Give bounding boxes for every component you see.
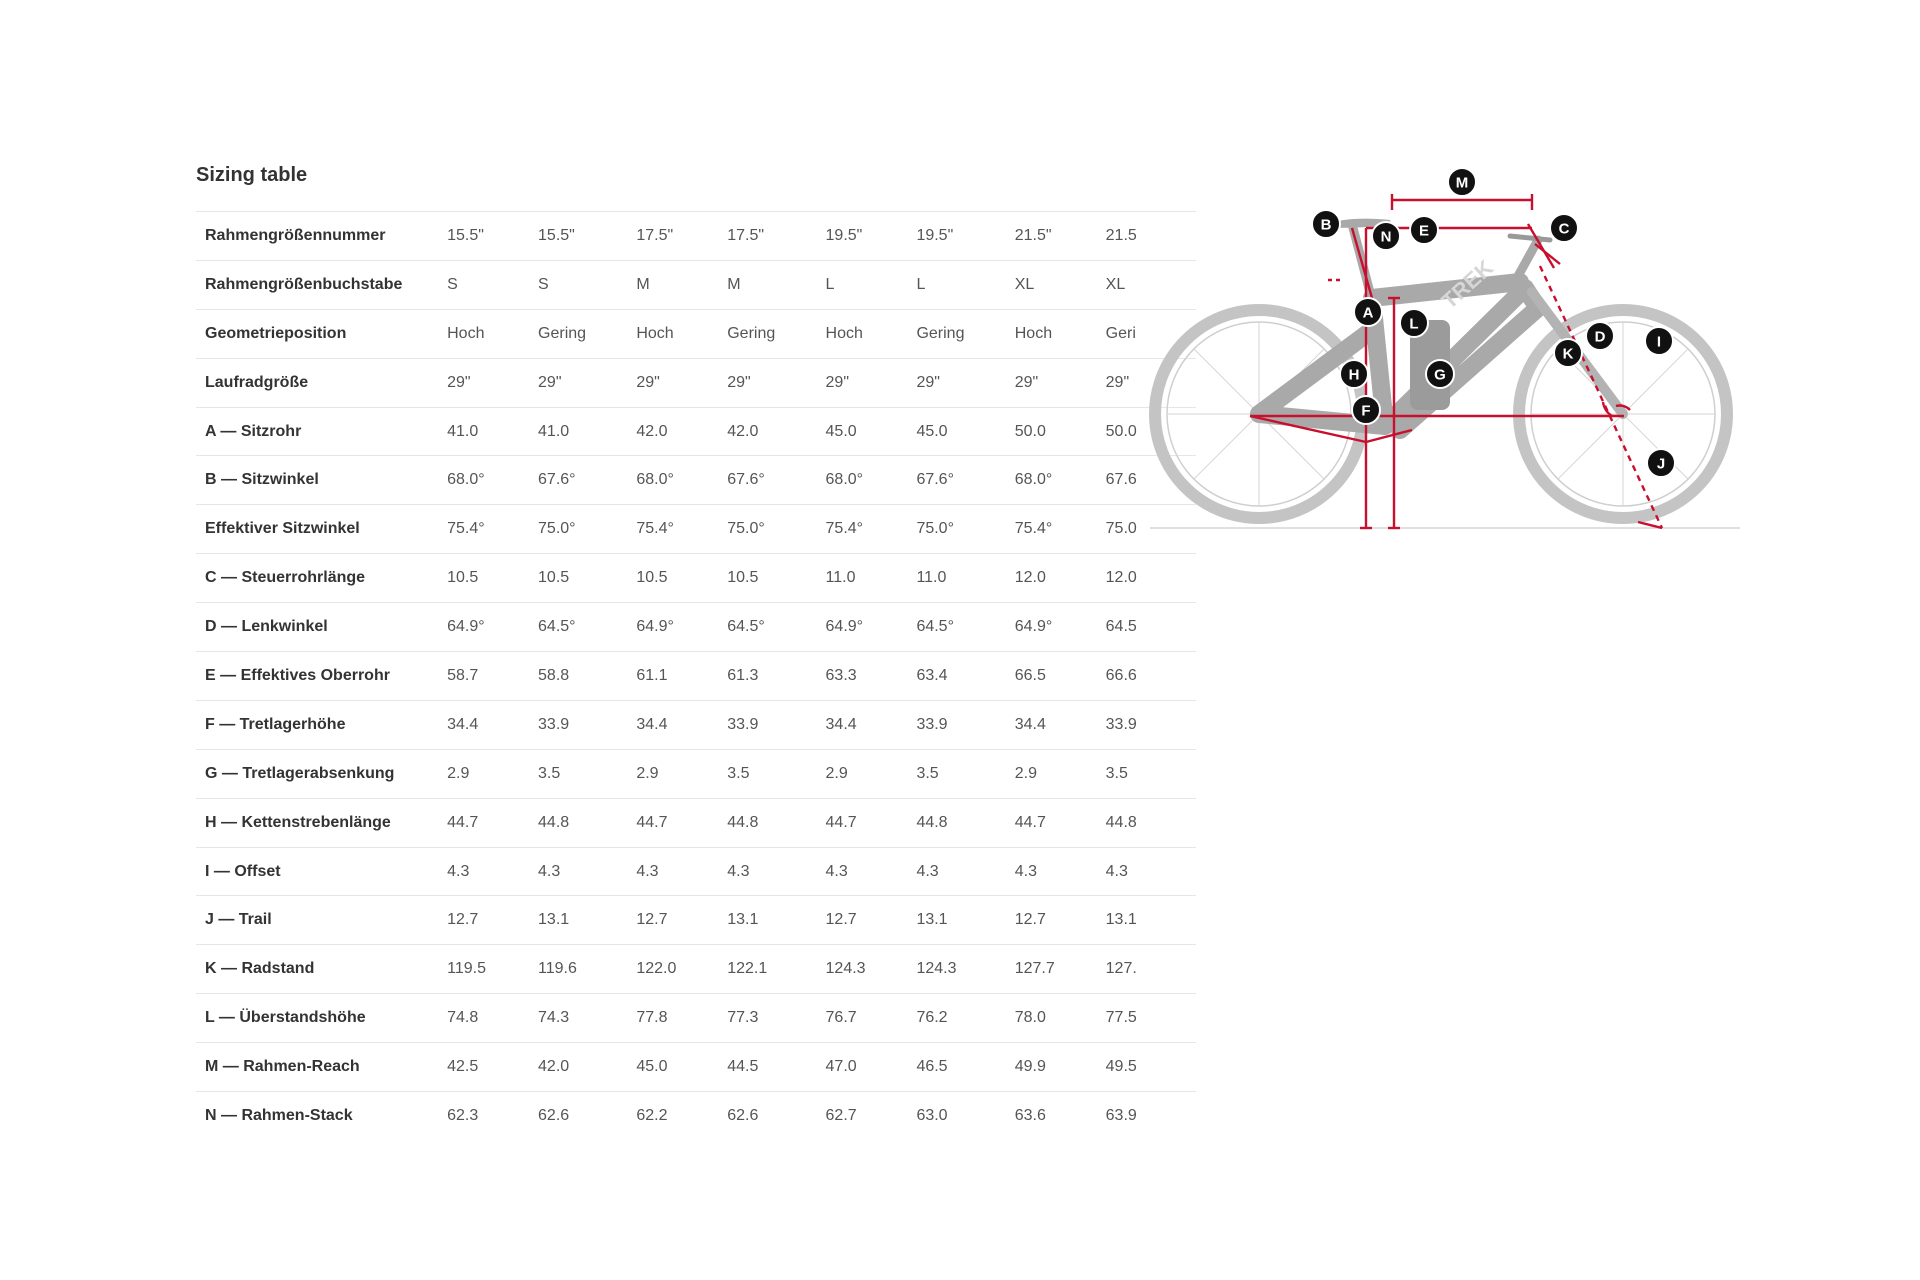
table-cell: Hoch bbox=[447, 324, 485, 342]
row-label: E — Effektives Oberrohr bbox=[205, 666, 390, 684]
marker-n bbox=[1372, 222, 1400, 250]
table-cell: 127.7 bbox=[1014, 960, 1055, 978]
table-cell: 64.5° bbox=[538, 618, 576, 636]
table-row bbox=[196, 652, 1196, 701]
table-row bbox=[196, 603, 1196, 652]
table-cell: 4.3 bbox=[727, 862, 750, 880]
table-cell: L bbox=[825, 275, 835, 293]
table-cell: 75.0 bbox=[1105, 520, 1137, 538]
table-cell: 10.5 bbox=[636, 569, 668, 587]
table-cell: 10.5 bbox=[727, 569, 759, 587]
table-cell: 17.5" bbox=[727, 226, 765, 244]
table-cell: 12.7 bbox=[1014, 911, 1046, 929]
table-cell: 62.2 bbox=[636, 1107, 668, 1125]
frame-logo: TREK bbox=[1436, 255, 1498, 314]
page-title: Sizing table bbox=[196, 164, 308, 186]
table-cell: 33.9 bbox=[727, 715, 759, 733]
table-cell: 68.0° bbox=[636, 471, 674, 489]
table-cell: 77.8 bbox=[636, 1009, 668, 1027]
row-label: L — Überstandshöhe bbox=[205, 1009, 366, 1027]
table-cell: 45.0 bbox=[916, 422, 948, 440]
table-cell: 2.9 bbox=[447, 764, 470, 782]
row-label: Laufradgröße bbox=[205, 373, 309, 391]
table-cell: L bbox=[916, 275, 926, 293]
frame bbox=[1259, 282, 1538, 430]
table-cell: 47.0 bbox=[825, 1058, 857, 1076]
row-label: I — Offset bbox=[205, 862, 281, 880]
table-cell: 75.0° bbox=[727, 520, 765, 538]
marker-b bbox=[1312, 210, 1340, 238]
row-label: F — Tretlagerhöhe bbox=[205, 715, 346, 733]
table-cell: 67.6° bbox=[727, 471, 765, 489]
table-cell: 3.5 bbox=[727, 764, 750, 782]
table-cell: 13.1 bbox=[916, 911, 948, 929]
table-cell: 77.3 bbox=[727, 1009, 759, 1027]
table-cell: 75.0° bbox=[916, 520, 954, 538]
table-cell: 33.9 bbox=[538, 715, 570, 733]
table-cell: 44.8 bbox=[727, 813, 759, 831]
table-row bbox=[196, 1043, 1196, 1092]
table-cell: 44.5 bbox=[727, 1058, 759, 1076]
table-cell: 127. bbox=[1105, 960, 1137, 978]
table-cell: 29" bbox=[825, 373, 850, 391]
table-cell: 124.3 bbox=[825, 960, 866, 978]
table-cell: Hoch bbox=[1014, 324, 1053, 342]
table-cell: 44.8 bbox=[916, 813, 948, 831]
table-cell: 42.0 bbox=[538, 1058, 570, 1076]
table-cell: 4.3 bbox=[538, 862, 561, 880]
table-cell: 78.0 bbox=[1014, 1009, 1046, 1027]
table-cell: Hoch bbox=[825, 324, 863, 342]
table-cell: 29" bbox=[727, 373, 751, 391]
table-cell: 67.6 bbox=[1105, 471, 1137, 489]
svg-text:C: C bbox=[1558, 220, 1570, 238]
table-cell: S bbox=[538, 275, 549, 293]
table-row bbox=[196, 1092, 1196, 1141]
svg-text:K: K bbox=[1562, 345, 1574, 363]
table-cell: 13.1 bbox=[538, 911, 570, 929]
table-cell: 119.6 bbox=[538, 960, 577, 978]
svg-text:I: I bbox=[1656, 333, 1662, 351]
table-cell: 11.0 bbox=[916, 569, 947, 587]
table-cell: 11.0 bbox=[825, 569, 856, 587]
table-cell: 45.0 bbox=[825, 422, 857, 440]
table-cell: 12.7 bbox=[636, 911, 668, 929]
table-cell: 58.8 bbox=[538, 666, 570, 684]
table-cell: 64.9° bbox=[825, 618, 864, 636]
table-cell: 34.4 bbox=[447, 715, 479, 733]
table-row bbox=[196, 505, 1196, 554]
table-cell: 13.1 bbox=[727, 911, 759, 929]
row-label: H — Kettenstrebenlänge bbox=[205, 813, 391, 831]
table-cell: 12.0 bbox=[1105, 569, 1137, 587]
marker-m bbox=[1448, 168, 1476, 196]
table-cell: 63.6 bbox=[1014, 1107, 1046, 1125]
table-cell: 75.0° bbox=[538, 520, 576, 538]
table-cell: 12.0 bbox=[1014, 569, 1046, 587]
table-cell: 15.5" bbox=[538, 226, 575, 244]
table-cell: 124.3 bbox=[916, 960, 957, 978]
table-cell: 68.0° bbox=[825, 471, 864, 489]
table-cell: 34.4 bbox=[1014, 715, 1046, 733]
table-cell: 75.4° bbox=[636, 520, 674, 538]
table-cell: 63.4 bbox=[916, 666, 948, 684]
table-cell: 75.4° bbox=[447, 520, 485, 538]
table-cell: 50.0 bbox=[1105, 422, 1137, 440]
table-cell: 44.7 bbox=[1014, 813, 1046, 831]
table-cell: 64.9° bbox=[447, 618, 485, 636]
table-row bbox=[196, 700, 1196, 749]
svg-text:B: B bbox=[1320, 216, 1332, 234]
table-cell: 62.3 bbox=[447, 1107, 479, 1125]
table-cell: 21.5" bbox=[1014, 226, 1052, 244]
svg-text:E: E bbox=[1418, 222, 1430, 240]
table-cell: 13.1 bbox=[1105, 911, 1137, 929]
table-row bbox=[196, 554, 1196, 603]
svg-text:F: F bbox=[1361, 402, 1371, 420]
table-row bbox=[196, 749, 1196, 798]
sizing-table bbox=[196, 211, 1196, 1140]
table-cell: 77.5 bbox=[1105, 1009, 1137, 1027]
table-cell: 122.1 bbox=[727, 960, 768, 978]
table-cell: 3.5 bbox=[916, 764, 939, 782]
table-cell: 49.5 bbox=[1105, 1058, 1137, 1076]
table-cell: Gering bbox=[727, 324, 776, 342]
table-cell: 34.4 bbox=[636, 715, 668, 733]
svg-text:A: A bbox=[1362, 304, 1374, 322]
marker-d bbox=[1586, 322, 1614, 350]
svg-text:N: N bbox=[1380, 228, 1392, 246]
table-cell: 19.5" bbox=[825, 226, 863, 244]
table-cell: 4.3 bbox=[825, 862, 848, 880]
table-cell: 63.3 bbox=[825, 666, 857, 684]
table-cell: 42.5 bbox=[447, 1058, 479, 1076]
table-cell: Gering bbox=[538, 324, 587, 342]
table-cell: 19.5" bbox=[916, 226, 954, 244]
table-cell: 17.5" bbox=[636, 226, 674, 244]
table-cell: 44.7 bbox=[825, 813, 857, 831]
svg-text:J: J bbox=[1656, 455, 1666, 473]
table-cell: 68.0° bbox=[1014, 471, 1053, 489]
table-cell: 75.4° bbox=[825, 520, 864, 538]
bike-geometry-diagram bbox=[1140, 174, 1740, 580]
table-cell: 61.3 bbox=[727, 666, 759, 684]
table-cell: 21.5 bbox=[1105, 226, 1137, 244]
table-cell: 4.3 bbox=[636, 862, 659, 880]
table-cell: 12.7 bbox=[447, 911, 479, 929]
row-label: N — Rahmen-Stack bbox=[205, 1107, 353, 1125]
table-cell: 29" bbox=[538, 373, 562, 391]
table-cell: 29" bbox=[916, 373, 940, 391]
table-cell: 4.3 bbox=[916, 862, 939, 880]
table-row bbox=[196, 896, 1196, 945]
table-cell: 4.3 bbox=[447, 862, 470, 880]
table-cell: 61.1 bbox=[636, 666, 668, 684]
table-cell: 42.0 bbox=[727, 422, 759, 440]
table-cell: 2.9 bbox=[636, 764, 659, 782]
table-cell: 62.6 bbox=[538, 1107, 570, 1125]
table-cell: 67.6° bbox=[538, 471, 576, 489]
row-label: Rahmengrößennummer bbox=[205, 226, 386, 244]
table-cell: 64.5° bbox=[916, 618, 954, 636]
row-label: C — Steuerrohrlänge bbox=[205, 569, 366, 587]
marker-i bbox=[1645, 327, 1673, 355]
table-cell: 44.7 bbox=[636, 813, 668, 831]
table-cell: 119.5 bbox=[447, 960, 486, 978]
table-row bbox=[196, 945, 1196, 994]
table-cell: 64.9° bbox=[636, 618, 674, 636]
table-cell: 63.0 bbox=[916, 1107, 948, 1125]
table-cell: 62.7 bbox=[825, 1107, 857, 1125]
table-cell: 44.8 bbox=[1105, 813, 1137, 831]
svg-text:M: M bbox=[1455, 174, 1469, 192]
row-label: G — Tretlagerabsenkung bbox=[205, 764, 395, 782]
table-cell: 29" bbox=[636, 373, 660, 391]
table-row bbox=[196, 260, 1196, 309]
sizing-table-container[interactable] bbox=[196, 211, 1137, 1211]
table-cell: 46.5 bbox=[916, 1058, 948, 1076]
table-cell: 64.9° bbox=[1014, 618, 1053, 636]
table-cell: 29" bbox=[1105, 373, 1130, 391]
table-cell: 10.5 bbox=[538, 569, 570, 587]
row-label: Rahmengrößenbuchstabe bbox=[205, 275, 403, 293]
table-cell: 4.3 bbox=[1014, 862, 1037, 880]
marker-h bbox=[1340, 360, 1368, 388]
table-cell: 50.0 bbox=[1014, 422, 1046, 440]
table-row bbox=[196, 798, 1196, 847]
table-cell: 74.8 bbox=[447, 1009, 479, 1027]
svg-text:H: H bbox=[1348, 366, 1360, 384]
row-label: K — Radstand bbox=[205, 960, 315, 978]
table-cell: 75.4° bbox=[1014, 520, 1053, 538]
marker-g bbox=[1426, 360, 1454, 388]
table-cell: S bbox=[447, 275, 458, 293]
table-cell: 76.2 bbox=[916, 1009, 948, 1027]
table-cell: 66.6 bbox=[1105, 666, 1137, 684]
table-cell: 4.3 bbox=[1105, 862, 1128, 880]
table-cell: 66.5 bbox=[1014, 666, 1046, 684]
table-cell: 44.8 bbox=[538, 813, 570, 831]
table-row bbox=[196, 456, 1196, 505]
table-cell: 34.4 bbox=[825, 715, 857, 733]
table-cell: Geri bbox=[1105, 324, 1136, 342]
table-row bbox=[196, 407, 1196, 456]
table-cell: 3.5 bbox=[1105, 764, 1128, 782]
row-label: J — Trail bbox=[205, 911, 272, 929]
table-cell: 15.5" bbox=[447, 226, 484, 244]
table-cell: 74.3 bbox=[538, 1009, 570, 1027]
table-cell: M bbox=[727, 275, 741, 293]
table-cell: 67.6° bbox=[916, 471, 954, 489]
svg-text:G: G bbox=[1434, 366, 1446, 384]
marker-e bbox=[1410, 216, 1438, 244]
row-label: A — Sitzrohr bbox=[205, 422, 302, 440]
table-cell: 12.7 bbox=[825, 911, 857, 929]
table-row bbox=[196, 994, 1196, 1043]
table-cell: XL bbox=[1014, 275, 1035, 293]
svg-text:L: L bbox=[1409, 315, 1419, 333]
table-cell: 3.5 bbox=[538, 764, 561, 782]
row-label: D — Lenkwinkel bbox=[205, 618, 328, 636]
table-cell: 44.7 bbox=[447, 813, 479, 831]
table-row bbox=[196, 212, 1196, 261]
table-cell: 2.9 bbox=[825, 764, 848, 782]
marker-k bbox=[1554, 339, 1582, 367]
table-cell: 29" bbox=[447, 373, 471, 391]
marker-c bbox=[1550, 214, 1578, 242]
table-cell: 10.5 bbox=[447, 569, 479, 587]
table-cell: Hoch bbox=[636, 324, 674, 342]
table-row bbox=[196, 358, 1196, 407]
marker-j bbox=[1647, 449, 1675, 477]
row-label: Geometrieposition bbox=[205, 324, 347, 342]
table-cell: 42.0 bbox=[636, 422, 668, 440]
table-cell: Gering bbox=[916, 324, 965, 342]
table-cell: 45.0 bbox=[636, 1058, 668, 1076]
table-cell: 49.9 bbox=[1014, 1058, 1046, 1076]
table-cell: 68.0° bbox=[447, 471, 485, 489]
table-cell: 33.9 bbox=[916, 715, 948, 733]
row-label: B — Sitzwinkel bbox=[205, 471, 319, 489]
table-row bbox=[196, 847, 1196, 896]
marker-l bbox=[1400, 309, 1428, 337]
table-cell: 41.0 bbox=[538, 422, 570, 440]
table-cell: XL bbox=[1105, 275, 1126, 293]
table-cell: M bbox=[636, 275, 650, 293]
table-cell: 63.9 bbox=[1105, 1107, 1137, 1125]
table-cell: 76.7 bbox=[825, 1009, 857, 1027]
row-label: Effektiver Sitzwinkel bbox=[205, 520, 360, 538]
table-cell: 64.5 bbox=[1105, 618, 1137, 636]
table-cell: 41.0 bbox=[447, 422, 479, 440]
table-cell: 2.9 bbox=[1014, 764, 1037, 782]
row-label: M — Rahmen-Reach bbox=[205, 1058, 360, 1076]
table-cell: 58.7 bbox=[447, 666, 479, 684]
table-cell: 33.9 bbox=[1105, 715, 1137, 733]
table-cell: 62.6 bbox=[727, 1107, 759, 1125]
table-row bbox=[196, 309, 1196, 358]
marker-f bbox=[1352, 396, 1380, 424]
svg-text:D: D bbox=[1594, 328, 1606, 346]
marker-a bbox=[1354, 298, 1382, 326]
table-cell: 122.0 bbox=[636, 960, 677, 978]
table-cell: 64.5° bbox=[727, 618, 765, 636]
table-cell: 29" bbox=[1014, 373, 1039, 391]
